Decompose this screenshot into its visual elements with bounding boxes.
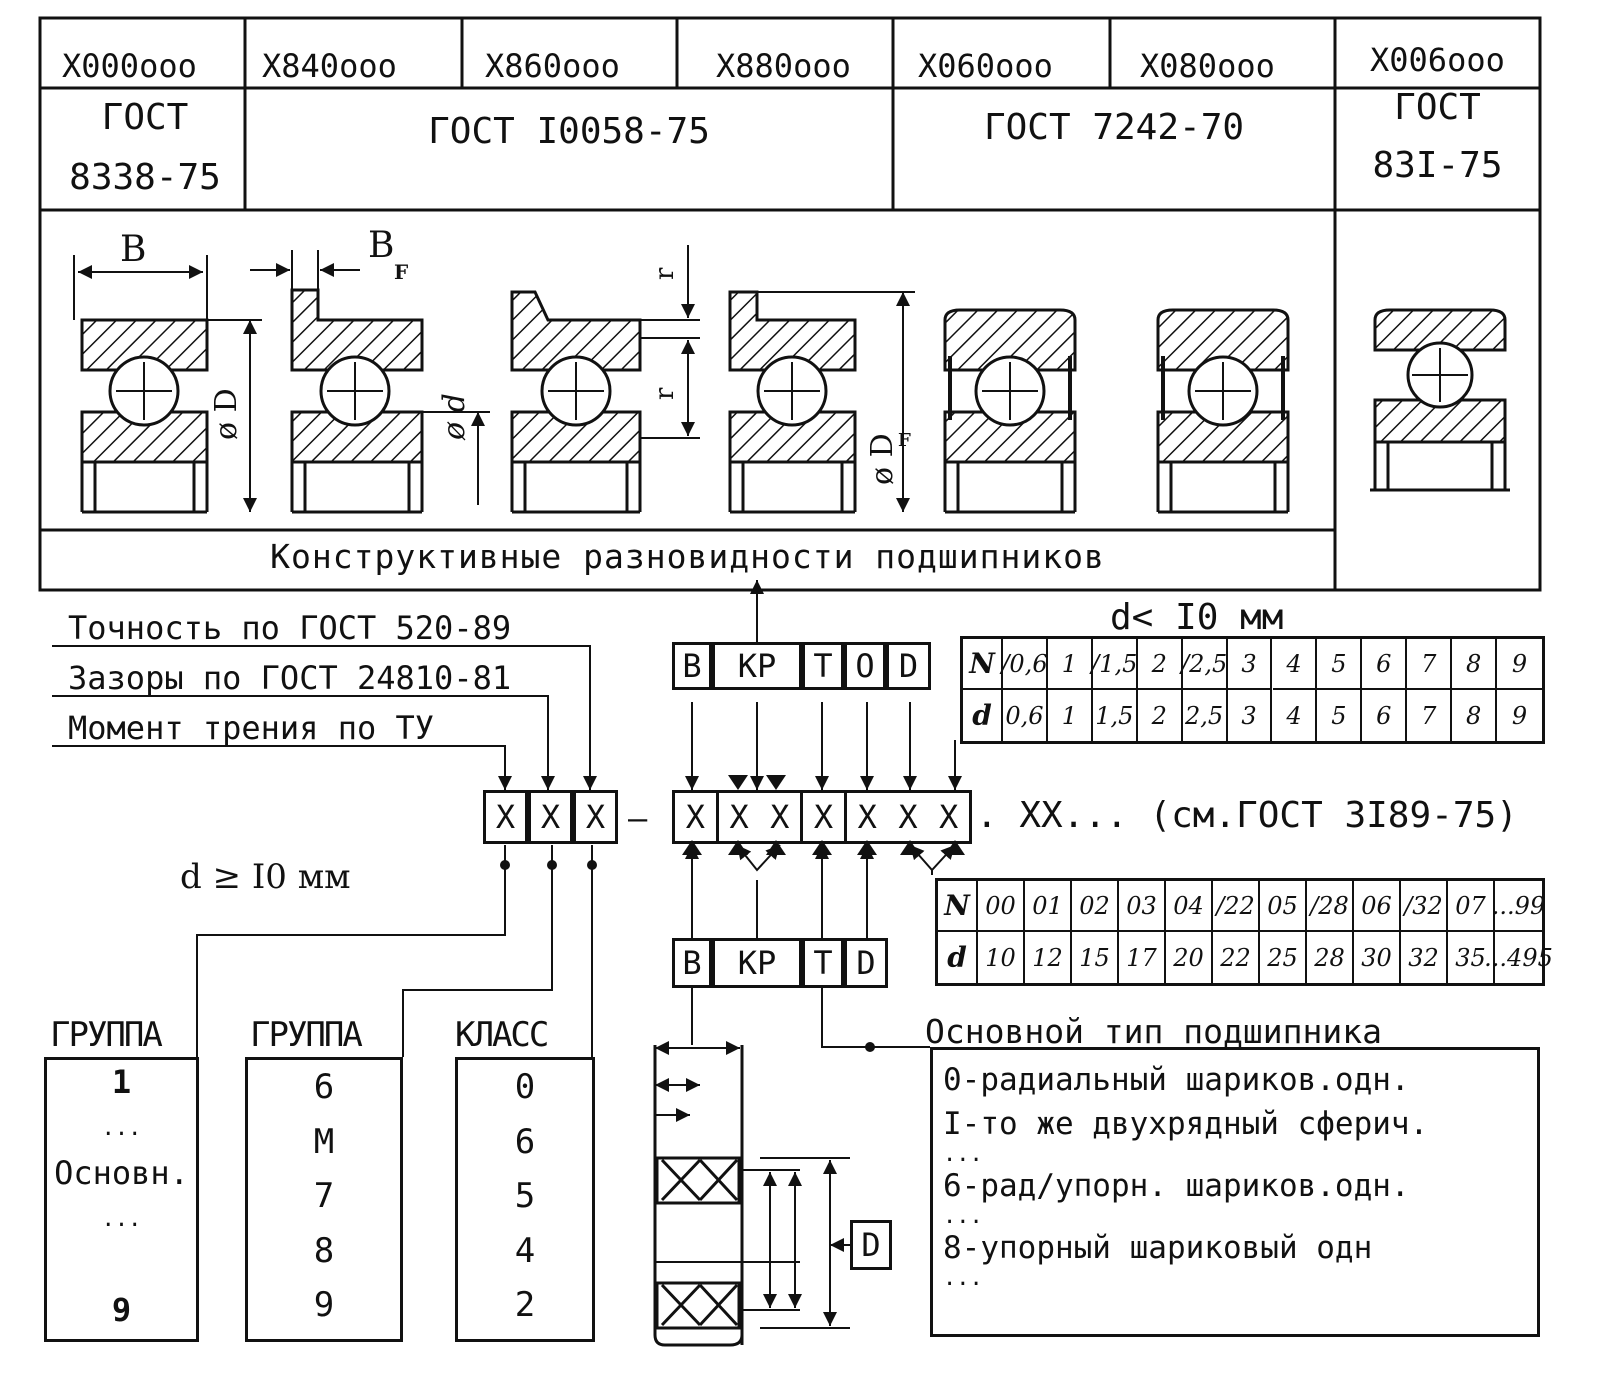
table-cell: ...99 (1495, 881, 1542, 932)
table-cell: /32 (1401, 881, 1448, 932)
bearing-sketch-small (655, 1045, 850, 1345)
column-value: 5 (514, 1176, 536, 1217)
bearing-type-3 (512, 245, 700, 512)
bearing-type-5 (945, 310, 1075, 512)
table-cell: 6 (1362, 639, 1407, 690)
top-box-D: D (886, 642, 931, 690)
d-box-sketch: D (850, 1220, 892, 1270)
table-cell: 35 (1448, 932, 1495, 983)
base-type-title: Основной тип подшипника (925, 1012, 1382, 1051)
large-table (935, 878, 1553, 986)
table-cell: 4 (1273, 639, 1318, 690)
base-type-item: 8-упорный шариковый одн (943, 1230, 1373, 1266)
table-cell: 1 (1048, 639, 1093, 690)
table-cell: 25 (1260, 932, 1307, 983)
dim-label-B: B (120, 229, 147, 270)
table-cell: 07 (1448, 881, 1495, 932)
base-type-item: 0-радиальный шариков.одн. (943, 1062, 1410, 1098)
code-main-cell: X (803, 793, 847, 841)
label-accuracy: Точность по ГОСТ 520-89 (68, 609, 512, 647)
column-value: 1 (111, 1063, 132, 1101)
table-cell: 5 (1317, 639, 1362, 690)
table-cell: /28 (1307, 881, 1354, 932)
table-cell: 05 (1260, 881, 1307, 932)
bearing-type-6 (1158, 310, 1288, 512)
top-table-frame (40, 18, 1540, 590)
table-cell: 8 (1452, 639, 1497, 690)
table-cell: 2 (1138, 639, 1183, 690)
code-cell-7: X006ooo (1370, 41, 1505, 79)
table-cell: 04 (1166, 881, 1213, 932)
bottom-box-B: B (672, 938, 712, 988)
table-cell: 06 (1354, 881, 1401, 932)
bottom-box-KP: KP (712, 938, 802, 988)
top-box-B: B (672, 642, 712, 690)
table-cell: 15 (1072, 932, 1119, 983)
small-table (960, 636, 1545, 744)
code-cell-3: X860ooo (485, 47, 620, 85)
column-value (47, 1242, 196, 1288)
column-value: 8 (313, 1230, 335, 1271)
table-cell: 20 (1166, 932, 1213, 983)
dim-label-BF-sub: F (394, 260, 409, 284)
class-column (455, 1057, 595, 1342)
top-box-O: O (844, 642, 886, 690)
dim-label-D: ø D (209, 388, 244, 440)
column-value: M (313, 1121, 335, 1162)
column-value: ... (101, 1206, 142, 1232)
table-cell: /22 (1213, 881, 1260, 932)
column-value: 6 (313, 1067, 335, 1107)
table-cell: 9 (1511, 701, 1528, 730)
code-cell-1: X000ooo (62, 47, 197, 85)
table-cell: 2,5 (1183, 690, 1228, 741)
code-prefix-1: X (483, 790, 528, 844)
table-cell: ...495 (1484, 943, 1553, 972)
table-cell: 6 (1362, 690, 1407, 741)
small-table-title: d< I0 мм (1110, 597, 1284, 638)
column-value: 7 (313, 1176, 335, 1217)
gost-7242: ГОСТ 7242-70 (983, 107, 1245, 148)
top-box-KP: KP (712, 642, 802, 690)
table-row-label: d (938, 932, 978, 983)
large-table-title: d ≥ I0 мм (180, 857, 351, 897)
table-cell: /0,6 (1003, 639, 1048, 690)
code-main (672, 790, 972, 844)
bearing-type-7 (1370, 310, 1510, 490)
code-main-cell: X (939, 798, 959, 836)
gost-831-line1: ГОСТ (1394, 87, 1481, 128)
code-prefix-2: X (528, 790, 573, 844)
gost-10058: ГОСТ I0058-75 (428, 111, 710, 152)
table-cell: 10 (978, 932, 1025, 983)
table-cell: 4 (1273, 690, 1318, 741)
code-cell-6: X080ooo (1140, 47, 1275, 85)
code-dash: — (628, 799, 648, 837)
code-main-cell: X (857, 798, 877, 836)
table-cell: 30 (1354, 932, 1401, 983)
table-cell: 03 (1119, 881, 1166, 932)
column-value: Основн. (54, 1154, 189, 1192)
table-cell: 1 (1048, 690, 1093, 741)
base-type-item: ... (943, 1204, 983, 1229)
table-cell: 02 (1072, 881, 1119, 932)
table-cell: 00 (978, 881, 1025, 932)
gost-831-line2: 83I-75 (1372, 145, 1503, 186)
table-cell: 8 (1452, 690, 1497, 741)
bearing-drawings (74, 245, 1510, 512)
gost-8338-line1: ГОСТ (101, 97, 189, 138)
base-type-item: 6-рад/упорн. шариков.одн. (943, 1168, 1410, 1204)
group1-column (44, 1057, 199, 1342)
code-main-cell: X (759, 793, 803, 841)
base-type-item: ... (943, 1266, 983, 1291)
table-cell: 22 (1213, 932, 1260, 983)
column-value: 0 (514, 1067, 536, 1107)
table-row-label: N (963, 639, 1003, 690)
table-cell: 0,6 (1003, 690, 1048, 741)
bearing-type-2 (250, 250, 490, 512)
base-type-item: ... (943, 1142, 983, 1167)
base-type-item: I-то же двухрядный сферич. (943, 1106, 1429, 1142)
table-cell: 01 (1025, 881, 1072, 932)
code-main-cell: X (898, 798, 918, 836)
table-cell: 32 (1401, 932, 1448, 983)
table-cell: 3 (1228, 639, 1273, 690)
table-cell: 9 (1497, 639, 1542, 690)
caption-bearing-types: Конструктивные разновидности подшипников (270, 537, 1105, 576)
table-row-label: N (938, 881, 978, 932)
code-main-cell: X (729, 798, 749, 836)
gost-8338-line2: 8338-75 (69, 157, 221, 198)
base-type-box (930, 1047, 1540, 1337)
dim-label-r1: r (650, 267, 680, 280)
bottom-box-D: D (844, 938, 888, 988)
class-header: КЛАСС (455, 1015, 548, 1055)
table-cell: 28 (1307, 932, 1354, 983)
column-value: 4 (514, 1230, 536, 1271)
dim-label-r2: r (650, 387, 680, 400)
label-friction: Момент трения по ТУ (68, 709, 435, 747)
code-cell-2: X840ooo (262, 47, 397, 85)
table-cell: 1,5 (1093, 690, 1138, 741)
table-cell: /2,5 (1183, 639, 1228, 690)
table-cell: 5 (1317, 690, 1362, 741)
column-value: 9 (313, 1285, 335, 1326)
table-cell: 7 (1407, 690, 1452, 741)
code-cell-5: X060ooo (918, 47, 1053, 85)
group1-header: ГРУППА (50, 1015, 161, 1055)
label-clearance: Зазоры по ГОСТ 24810-81 (68, 659, 512, 697)
dim-label-d: ø d (437, 393, 472, 440)
group2-header: ГРУППА (250, 1015, 361, 1055)
table-row-label: d (963, 690, 1003, 741)
bottom-box-T: T (802, 938, 844, 988)
column-value: 2 (514, 1285, 536, 1326)
column-value: 9 (111, 1290, 132, 1329)
column-value: ... (101, 1115, 142, 1141)
code-suffix: . XX... (см.ГОСТ 3I89-75) (976, 795, 1518, 836)
code-main-cell: X (675, 793, 719, 841)
dim-label-BF: B (368, 225, 395, 266)
code-prefix-3: X (573, 790, 618, 844)
table-cell: 7 (1407, 639, 1452, 690)
table-cell: 3 (1228, 690, 1273, 741)
dim-label-DF-sub: F (898, 430, 911, 451)
group2-column (245, 1057, 403, 1342)
bearing-type-1 (74, 255, 262, 512)
table-cell: 2 (1138, 690, 1183, 741)
code-cell-4: X880ooo (716, 47, 851, 85)
dim-label-DF: ø D (865, 433, 900, 485)
table-cell: /1,5 (1093, 639, 1138, 690)
table-cell: 17 (1119, 932, 1166, 983)
table-cell: 12 (1025, 932, 1072, 983)
top-box-T: T (802, 642, 844, 690)
column-value: 6 (514, 1121, 536, 1162)
